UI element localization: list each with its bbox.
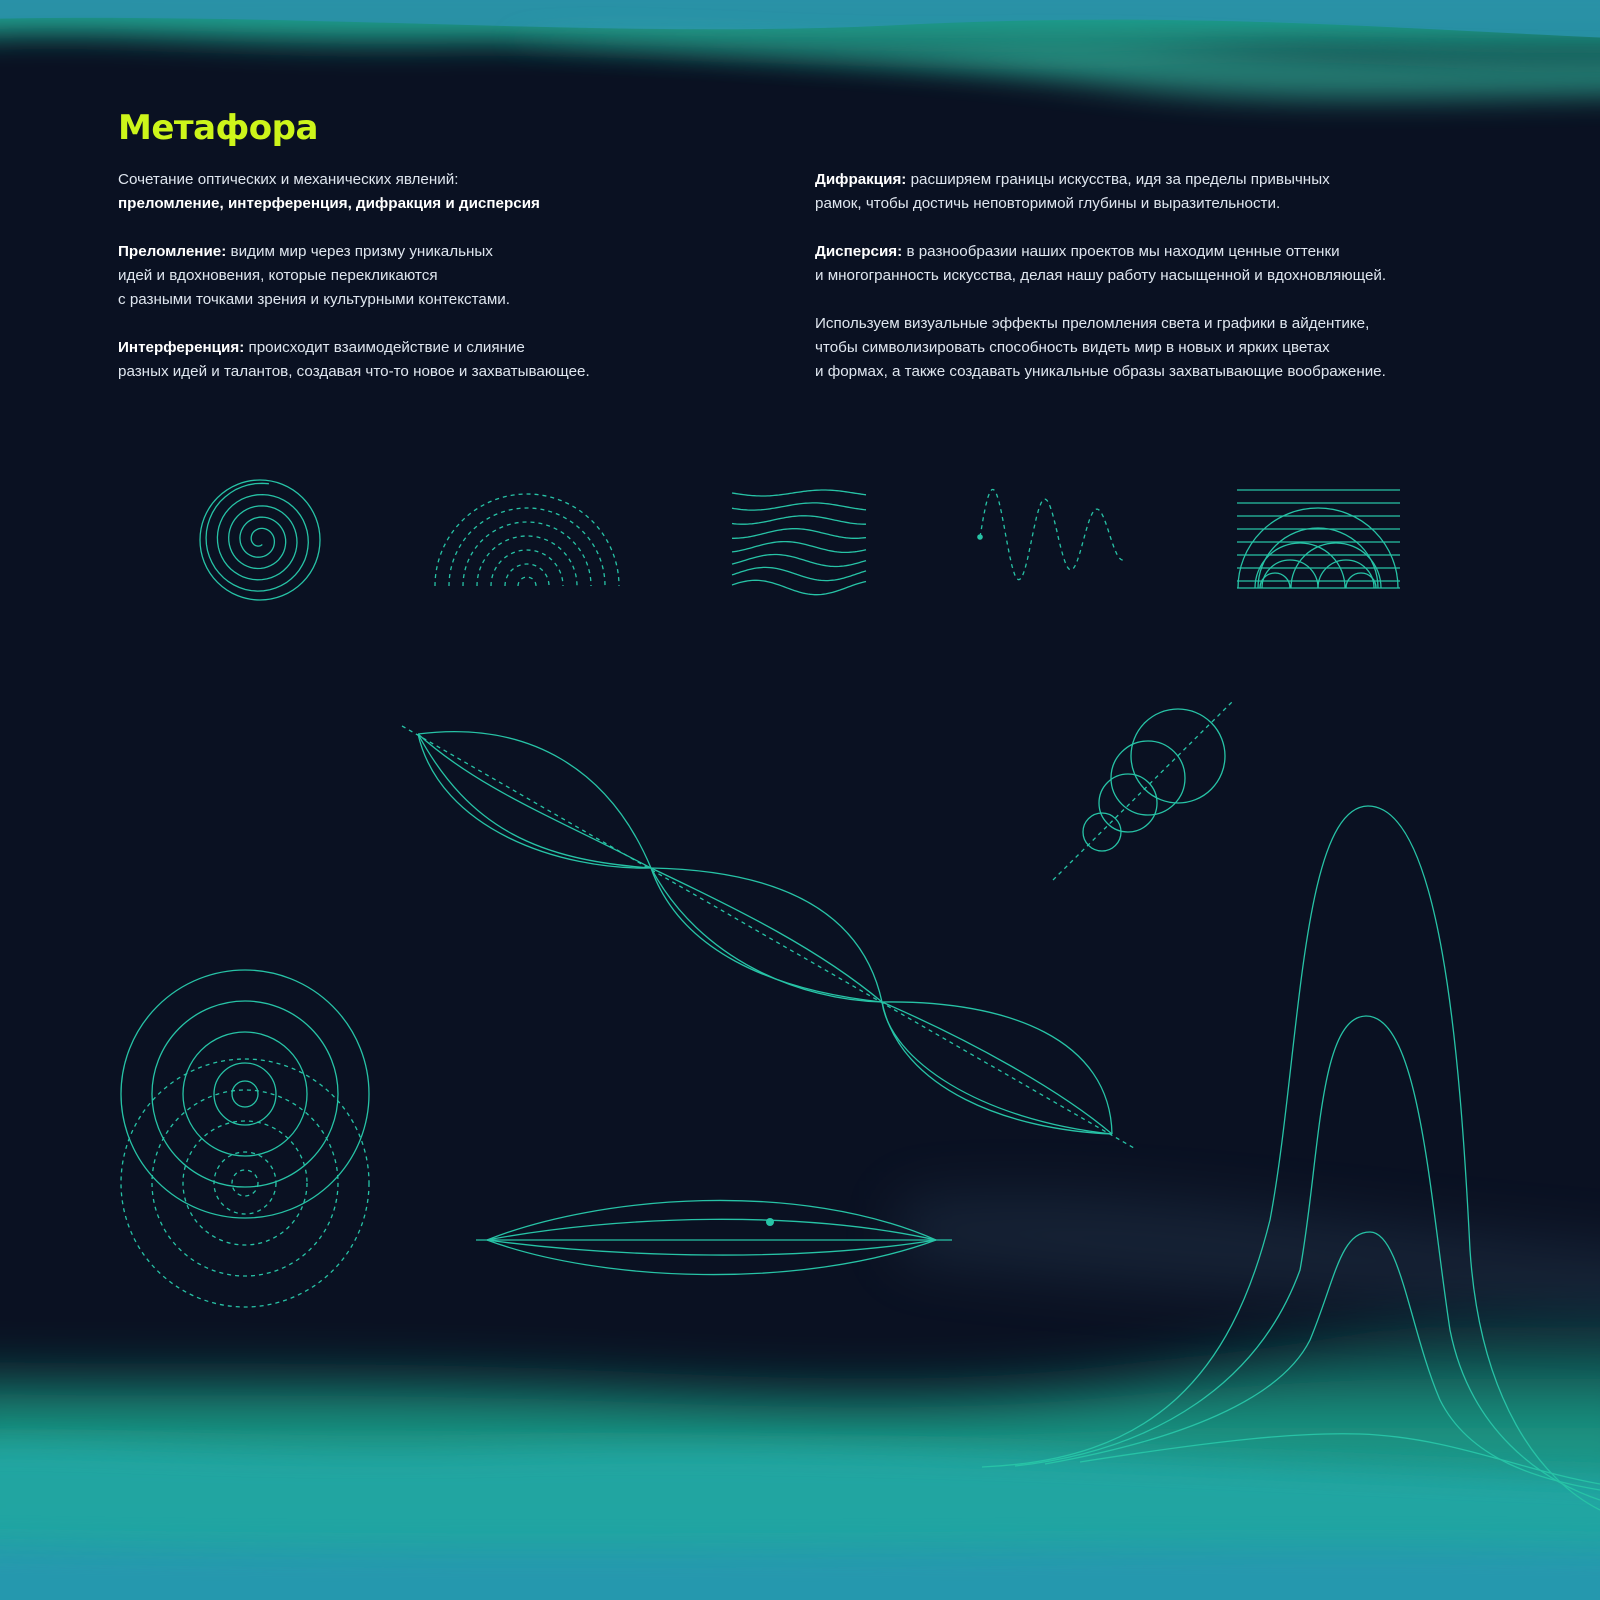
lens-1-curve-a bbox=[418, 732, 651, 868]
dashed-arches-icon bbox=[435, 494, 619, 586]
lens-2-curve-a bbox=[651, 868, 882, 1002]
offset-circles-axis bbox=[1053, 702, 1232, 880]
offset-circle-2 bbox=[1111, 741, 1185, 815]
refraction-line-2: идей и вдохновения, которые перекликаются bbox=[118, 267, 438, 284]
offset-circle-3 bbox=[1099, 774, 1157, 832]
lens-2-curve-d bbox=[651, 868, 882, 1002]
lens-shape bbox=[476, 1200, 952, 1274]
peak-curve-1 bbox=[982, 806, 1600, 1510]
lens-3-curve-d bbox=[882, 1002, 1112, 1134]
wave-line-7 bbox=[732, 567, 866, 580]
wave-line-1 bbox=[732, 490, 866, 496]
lens-3-curve-a bbox=[882, 1002, 1112, 1134]
usage-line-1: Используем визуальные эффекты преломления света и графики в айдентике, bbox=[815, 315, 1370, 332]
dashed-arch-5 bbox=[491, 550, 563, 586]
spiral-icon bbox=[200, 480, 320, 600]
diffraction-term: Дифракция: bbox=[815, 171, 907, 188]
offset-circles bbox=[1053, 702, 1232, 880]
lens-1-curve-c bbox=[418, 734, 651, 868]
refraction-term: Преломление: bbox=[118, 243, 227, 260]
lens-3-curve-b bbox=[882, 1002, 1112, 1134]
dashed-arch-6 bbox=[505, 564, 549, 586]
intro-line-1: Сочетание оптических и механических явлений: bbox=[118, 171, 459, 188]
page-title: Метафора bbox=[118, 108, 318, 148]
dispersion-line-2: и многогранность искусства, делая нашу работу насыщенной и вдохновляющей. bbox=[815, 267, 1387, 284]
grid-arc-1 bbox=[1238, 508, 1398, 588]
dispersion-peaks bbox=[982, 806, 1600, 1510]
spiral-path bbox=[206, 483, 308, 591]
refraction-line-3: с разными точками зрения и культурными контекстами. bbox=[118, 291, 510, 308]
waves-icon bbox=[732, 490, 866, 595]
lens-2-curve-b bbox=[651, 868, 882, 1002]
lens-lower-inner bbox=[487, 1240, 936, 1255]
lens-dot bbox=[766, 1218, 774, 1226]
wave-line-3 bbox=[732, 516, 866, 524]
lens-1-curve-b bbox=[418, 734, 651, 868]
diffraction-text-1: расширяем границы искусства, идя за пределы привычных bbox=[910, 171, 1330, 188]
dashed-sine-path bbox=[980, 490, 1126, 580]
lens-upper-outer bbox=[487, 1200, 936, 1240]
diffraction-grid-icon bbox=[1237, 490, 1400, 588]
interference-term: Интерференция: bbox=[118, 339, 245, 356]
twisted-lens-chain bbox=[402, 726, 1134, 1148]
dashed-sine-icon bbox=[977, 490, 1126, 580]
interference-text-1: происходит взаимодействие и слияние bbox=[248, 339, 525, 356]
usage-line-2: чтобы символизировать способность видеть мир в новых и ярких цветах bbox=[815, 339, 1330, 356]
wave-line-2 bbox=[732, 503, 866, 510]
dispersion-text-1: в разнообразии наших проектов мы находим ценные оттенки bbox=[906, 243, 1340, 260]
offset-circle-4 bbox=[1083, 813, 1121, 851]
lens-3-curve-c bbox=[882, 1002, 1112, 1134]
lens-1-curve-d bbox=[418, 734, 651, 868]
peak-curve-4 bbox=[1080, 1434, 1600, 1484]
refraction-text-1: видим мир через призму уникальных bbox=[230, 243, 493, 260]
lens-lower-outer bbox=[487, 1240, 936, 1275]
dashed-arch-3 bbox=[463, 522, 591, 586]
grid-arc-2 bbox=[1258, 528, 1378, 588]
wave-line-8 bbox=[732, 580, 866, 594]
concentric-rings bbox=[121, 970, 369, 1307]
dashed-arch-7 bbox=[518, 577, 536, 586]
usage-line-3: и формах, а также создавать уникальные образы захватывающие воображение. bbox=[815, 363, 1386, 380]
wave-line-6 bbox=[732, 555, 866, 567]
lens-2-curve-c bbox=[651, 868, 882, 1002]
sine-start-dot bbox=[977, 534, 983, 540]
lens-chain-axis bbox=[402, 726, 1134, 1148]
dashed-arch-2 bbox=[449, 508, 605, 586]
dispersion-term: Дисперсия: bbox=[815, 243, 903, 260]
intro-line-2: преломление, интерференция, дифракция и дисперсия bbox=[118, 195, 540, 212]
interference-line-2: разных идей и талантов, создавая что-то новое и захватывающее. bbox=[118, 363, 590, 380]
diffraction-line-2: рамок, чтобы достичь неповторимой глубины и выразительности. bbox=[815, 195, 1281, 212]
lens-upper-inner bbox=[487, 1219, 936, 1240]
wave-line-4 bbox=[732, 529, 866, 539]
wave-line-5 bbox=[732, 542, 866, 553]
